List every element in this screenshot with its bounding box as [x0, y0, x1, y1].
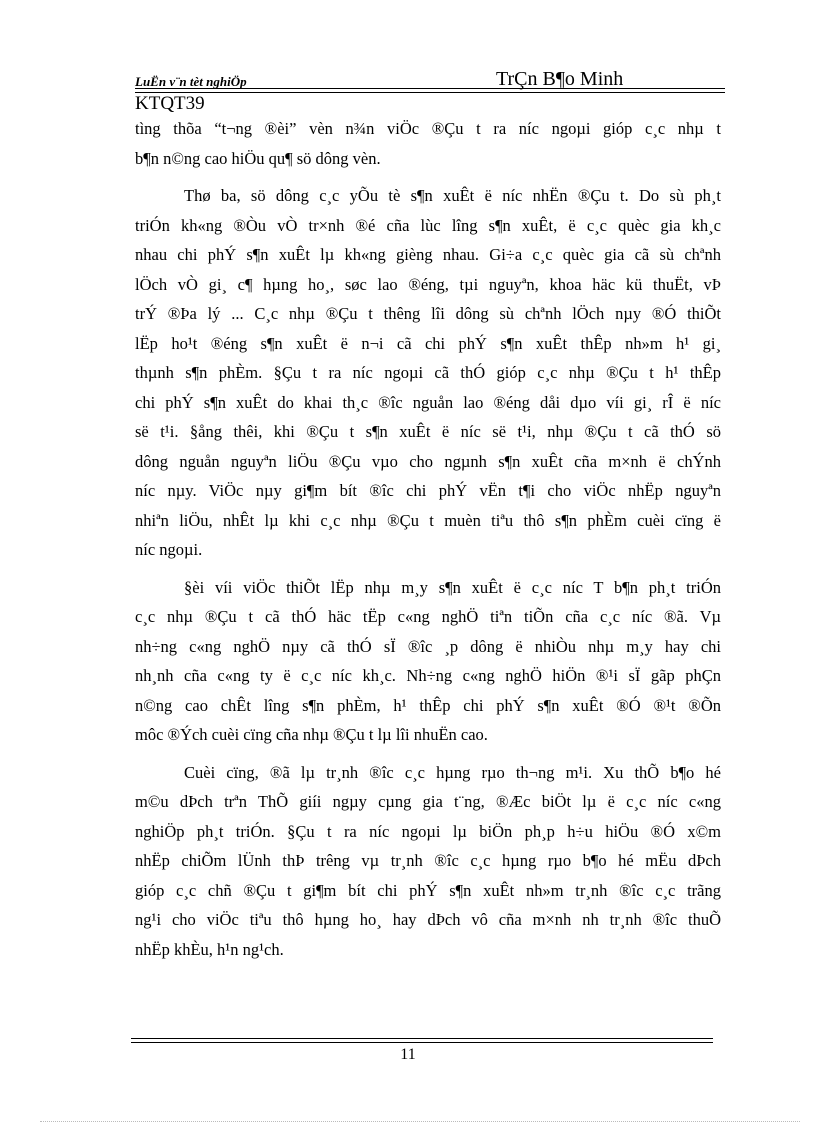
- paragraph-line: nhËp chiÕm lÜnh thÞ trêng vµ tr¸nh ®îc c¸c hµng rµo b¶o hé mËu dÞch: [135, 851, 721, 870]
- paragraph-gap: [135, 565, 721, 573]
- header-author-name: TrÇn B¶o Minh: [496, 68, 624, 90]
- paragraph-line: trÝ ®Þa lý ... C¸c nhµ ®Çu t thêng lîi dông sù chªnh lÖch nµy ®Ó thiÕt: [135, 304, 721, 323]
- page-number: 11: [400, 1046, 416, 1063]
- header-rule: [135, 88, 725, 89]
- paragraph-line: môc ®Ých cuèi cïng cña nhµ ®Çu t lµ lîi nhuËn cao.: [135, 725, 488, 744]
- paragraph-line: nh÷ng c«ng nghÖ nµy cã thÓ sÏ ®îc ¸p dông ë nhiÒu nhµ m¸y hay chi: [135, 636, 721, 656]
- paragraph-gap: [135, 750, 721, 758]
- paragraph-line: chi phÝ s¶n xuÊt do khai th¸c ®îc nguån lao ®éng dåi dµo víi gi¸ rÎ ë níc: [135, 392, 721, 412]
- paragraph-line: gióp c¸c chñ ®Çu t gi¶m bít chi phÝ s¶n xuÊt nh»m tr¸nh ®îc c¸c trãng: [135, 880, 721, 900]
- paragraph: [135, 758, 721, 965]
- paragraph-line: thµnh s¶n phÈm. §Çu t ra níc ngoµi cã thÓ gióp c¸c nhµ ®Çu t h¹ thÊp: [135, 363, 721, 382]
- paragraph-line: lËp ho¹t ®éng s¶n xuÊt ë n¬i cã chi phÝ s¶n xuÊt thÊp nh»m h¹ gi¸: [135, 333, 721, 353]
- paragraph-line: níc ngoµi.: [135, 540, 203, 559]
- paragraph-line: níc nµy. ViÖc nµy gi¶m bít ®îc chi phÝ vËn t¶i cho viÖc nhËp nguyªn: [135, 481, 721, 500]
- footer-rule-thin: [131, 1042, 713, 1043]
- paragraph-line: ng¹i cho viÖc tiªu thô hµng ho¸ hay dÞch vô cña m×nh nh tr¸nh ®îc thuÕ: [135, 910, 721, 929]
- paragraph-line: b¶n n©ng cao hiÖu qu¶ sö dông vèn.: [135, 148, 381, 168]
- paragraph-line: triÓn kh«ng ®Òu vÒ tr×nh ®é cña lùc lîng s¶n xuÊt, ë c¸c quèc gia kh¸c: [135, 215, 721, 235]
- paragraph-line: nhau chi phÝ s¶n xuÊt lµ kh«ng gièng nhau. Gi÷a c¸c quèc gia cã sù chªnh: [135, 245, 721, 264]
- paragraph-line: dông nguån nguyªn liÖu ®Çu vµo cho ngµnh s¶n xuÊt cña m×nh ë chÝnh: [135, 451, 721, 471]
- paragraph-line: nhËp khÈu, h¹n ng¹ch.: [135, 939, 284, 959]
- paragraph-line: §èi víi viÖc thiÕt lËp nhµ m¸y s¶n xuÊt ë c¸c níc T b¶n ph¸t triÓn: [184, 577, 721, 597]
- header-rule-thin: [135, 92, 725, 93]
- paragraph-line: nh¸nh cña c«ng ty ë c¸c níc kh¸c. Nh÷ng c«ng nghÖ hiÖn ®¹i sÏ gãp phÇn: [135, 666, 721, 685]
- paragraph: [135, 573, 721, 750]
- header-thesis-label: LuËn v¨n tèt nghiÖp: [135, 74, 247, 89]
- footer-rule: [131, 1038, 713, 1039]
- header-class-code: KTQT39: [135, 93, 205, 114]
- paragraph-line: Cuèi cïng, ®ã lµ tr¸nh ®îc c¸c hµng rµo th¬ng m¹i. Xu thÕ b¶o hé: [184, 762, 721, 782]
- paragraph-line: nhiªn liÖu, nhÊt lµ khi c¸c nhµ ®Çu t muèn tiªu thô s¶n phÈm cuèi cïng ë: [135, 510, 721, 530]
- paragraph-line: n©ng cao chÊt lîng s¶n phÈm, h¹ thÊp chi phÝ s¶n xuÊt ®Ó ®¹t ®Õn: [135, 695, 721, 715]
- body-text: [135, 114, 721, 964]
- paragraph-line: tìng thõa “t¬ng ®èi” vèn n¾n viÖc ®Çu t ra níc ngoµi gióp c¸c nhµ t: [135, 119, 721, 138]
- page-edge-dotted-line: [40, 1121, 800, 1122]
- paragraph-line: së t¹i. §ång thêi, khi ®Çu t s¶n xuÊt ë níc së t¹i, nhµ ®Çu t cã thÓ sö: [135, 422, 721, 441]
- paragraph-line: Thø ba, sö dông c¸c yÕu tè s¶n xuÊt ë níc nhËn ®Çu t. Do sù ph¸t: [184, 186, 721, 205]
- paragraph-line: m©u dÞch trªn ThÕ giíi ngµy cµng gia t¨ng, ®Æc biÖt lµ ë c¸c níc c«ng: [135, 792, 721, 811]
- paragraph-gap: [135, 173, 721, 181]
- paragraph-line: lÖch vÒ gi¸ c¶ hµng ho¸, søc lao ®éng, tµi nguyªn, khoa häc kü thuËt, vÞ: [135, 274, 721, 294]
- paragraph-line: c¸c nhµ ®Çu t cã thÓ häc tËp c«ng nghÖ tiªn tiÕn cña c¸c níc ®ã. Vµ: [135, 607, 721, 626]
- paragraph: [135, 181, 721, 565]
- paragraph: [135, 114, 721, 173]
- paragraph-line: nghiÖp ph¸t triÓn. §Çu t ra níc ngoµi lµ biÖn ph¸p h÷u hiÖu ®Ó x©m: [135, 821, 721, 841]
